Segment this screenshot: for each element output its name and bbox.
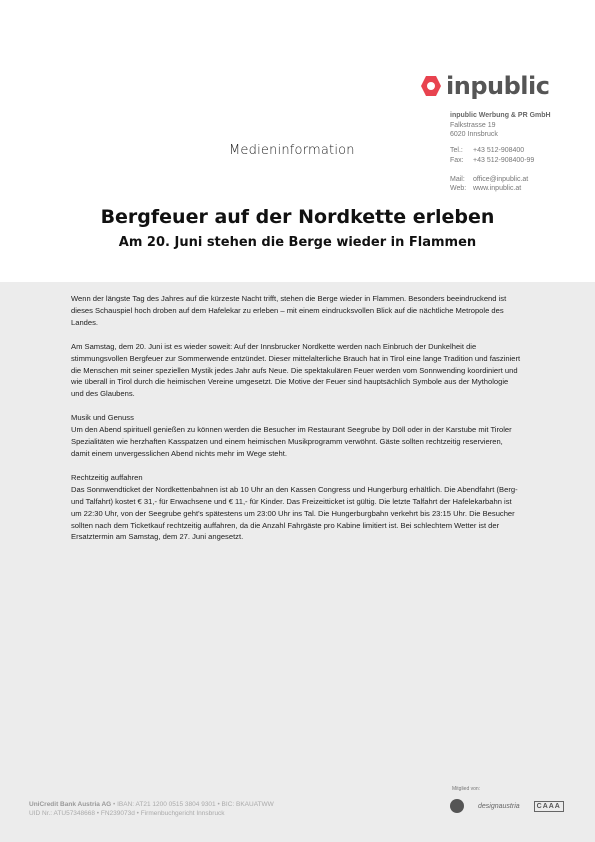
fax-value: +43 512-908400-99	[473, 156, 535, 164]
page-title: Bergfeuer auf der Nordkette erleben	[100, 206, 495, 228]
contact-block	[450, 146, 534, 194]
mail-value[interactable]: office@inpublic.at	[473, 175, 529, 183]
inpublic-hexagon-logo-icon	[420, 75, 442, 97]
company-address	[450, 111, 551, 140]
section-heading-musik: Musik und Genuss	[71, 413, 134, 423]
paragraph-event: Am Samstag, dem 20. Juni ist es wieder soweit: Auf der Innsbrucker Nordkette werden nach Einbruch der Dunkelheit die stimmungsvollen Bergfeuer zur Sommerwende entzündet. Dieser mittelalterliche Brauch hat in Tirol eine lange Tradition und fasziniert die Menschen mit seiner speziellen Mystik jedes Jahr aufs Neue. Die spektakulären Feuer werden vom Sonnwending koordiniert und wie überall in Tirol durch die heimischen Vereine umgesetzt. Die Motive der Feuer sind hauptsächlich Symbole aus der Mythologie und des Glaubens.	[71, 341, 521, 399]
footer-bank-info	[29, 800, 274, 818]
brand-logo	[420, 74, 549, 98]
document-type-label: Medieninformation	[229, 143, 355, 158]
section-heading-auffahren: Rechtzeitig auffahren	[71, 472, 143, 482]
member-circle-logo-icon	[450, 799, 464, 813]
page-subtitle: Am 20. Juni stehen die Berge wieder in Flammen	[118, 235, 477, 250]
member-label: Mitglied von:	[452, 786, 481, 792]
bank-details: • IBAN: AT21 1200 0515 3804 9301 • BIC: BKAUATWW	[111, 801, 274, 808]
company-name: inpublic Werbung & PR GmbH	[450, 112, 551, 119]
member-logos	[450, 799, 564, 813]
paragraph-intro: Wenn der längste Tag des Jahres auf die kürzeste Nacht trifft, stehen die Berge wieder in Flammen. Besonders beeindruckend ist dieses Schauspiel hoch droben auf dem Hafelekar zu erleben – mit einem eindrucksvollen Blick auf die nächtliche Metropole des Landes.	[71, 294, 507, 327]
web-label: Web:	[450, 185, 467, 192]
uid-line: UID Nr.: ATU57348668 • FN239073d • Firmenbuchgericht Innsbruck	[29, 810, 225, 817]
company-street: Falkstrasse 19	[450, 121, 496, 129]
tel-value: +43 512-908400	[473, 147, 525, 154]
mail-label: Mail:	[450, 175, 465, 183]
brand-name: inpublic	[446, 72, 550, 100]
tel-label: Tel.:	[450, 147, 463, 154]
designaustria-logo: designaustria	[478, 802, 520, 810]
paragraph-musik: Um den Abend spirituell genießen zu können werden die Besucher im Restaurant Seegrube by Döll oder in der Karstube mit Tiroler Spezialitäten wie herzhaften Kasspatzen und einem heimischen Musikprogramm verwöhnt. Gäste sollten rechtzeitig reservieren, damit einem unvergesslichen Abend nichts mehr im Wege steht.	[71, 425, 512, 458]
fax-label: Fax:	[450, 156, 464, 164]
article-body	[71, 293, 521, 555]
web-value[interactable]: www.inpublic.at	[473, 185, 522, 192]
bank-name: UniCredit Bank Austria AG	[29, 801, 112, 808]
paragraph-auffahren: Das Sonnwendticket der Nordkettenbahnen ist ab 10 Uhr an den Kassen Congress und Hungerburg erhältlich. Die Abendfahrt (Berg- und Talfahrt) kostet € 31,- für Erwachsene und € 11,- für Kinder. Das Freizeitticket ist gültig. Die letzte Talfahrt der Hafelekarbahn ist um 22:30 Uhr, von der Seegrube geht's spätestens um 23:00 Uhr ins Tal. Die Hungerburgbahn verkehrt bis 23:15 Uhr. Die Besucher sollten nach dem Ticketkauf rechtzeitig auffahren, da die Anzahl Fahrgäste pro Kabine limitiert ist. Bei schlechtem Wetter ist der Ersatztermin am Samstag, dem 27. Juni angesetzt.	[71, 484, 518, 542]
company-city: 6020 Innsbruck	[450, 131, 498, 138]
caaa-logo: CAAA	[534, 801, 564, 812]
